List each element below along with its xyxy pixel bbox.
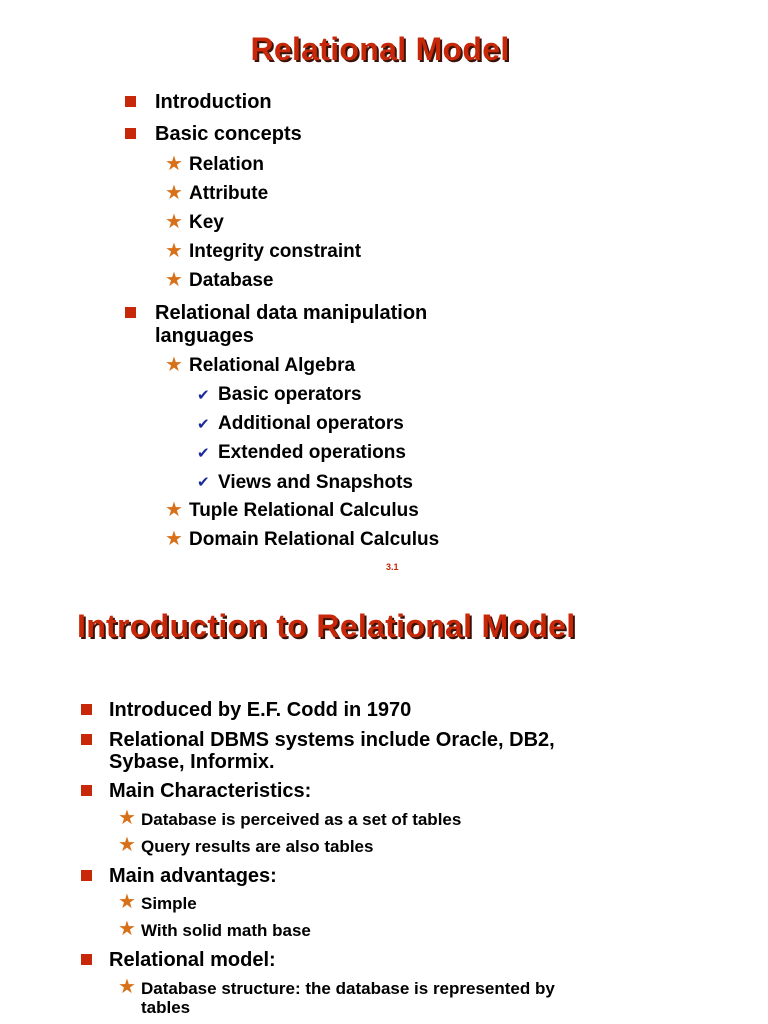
star-icon: ★ [165,238,183,262]
list-item: Relational data manipulation [155,302,428,324]
list-item-continuation: languages [155,325,254,347]
checkmark-icon: ✔ [197,386,210,404]
list-item: With solid math base [141,921,311,940]
square-bullet-icon [125,96,136,107]
list-item: Relational DBMS systems include Oracle, DB2, [109,729,555,751]
star-icon: ★ [165,180,183,204]
list-item: Database is perceived as a set of tables [141,810,462,829]
square-bullet-icon [125,307,136,318]
list-item: Simple [141,894,197,913]
list-item: Extended operations [218,442,406,463]
list-item: Database [189,270,274,291]
checkmark-icon: ✔ [197,415,210,433]
list-item: Basic operators [218,384,362,405]
star-icon: ★ [118,889,136,913]
list-item: Attribute [189,183,269,204]
list-item: Introduced by E.F. Codd in 1970 [109,699,412,721]
list-item: Main Characteristics: [109,780,312,802]
square-bullet-icon [81,785,92,796]
list-item: Relational model: [109,949,276,971]
list-item: Relational Algebra [189,355,356,376]
list-item: Relation [189,154,264,175]
star-icon: ★ [165,209,183,233]
checkmark-icon: ✔ [197,473,210,491]
star-icon: ★ [165,352,183,376]
list-item: Database structure: the database is represented by [141,979,555,998]
square-bullet-icon [81,734,92,745]
list-item: Integrity constraint [189,241,362,262]
list-item: Additional operators [218,413,404,434]
star-icon: ★ [118,832,136,856]
list-item-continuation: Sybase, Informix. [109,751,275,773]
list-item: Basic concepts [155,123,302,145]
star-icon: ★ [165,267,183,291]
list-item: Views and Snapshots [218,472,413,493]
slide1-title: Relational Model [250,31,510,67]
star-icon: ★ [118,916,136,940]
list-item: Main advantages: [109,865,277,887]
square-bullet-icon [81,870,92,881]
list-item: Query results are also tables [141,837,374,856]
square-bullet-icon [125,128,136,139]
square-bullet-icon [81,704,92,715]
star-icon: ★ [165,526,183,550]
slide2-title: Introduction to Relational Model [77,608,576,644]
star-icon: ★ [118,805,136,829]
list-item: Tuple Relational Calculus [189,500,419,521]
list-item: Key [189,212,224,233]
star-icon: ★ [165,151,183,175]
checkmark-icon: ✔ [197,444,210,462]
list-item-continuation: tables [141,998,191,1017]
star-icon: ★ [165,497,183,521]
list-item: Introduction [155,91,272,113]
page-number: 3.1 [386,562,399,572]
star-icon: ★ [118,974,136,998]
square-bullet-icon [81,954,92,965]
list-item: Domain Relational Calculus [189,529,440,550]
